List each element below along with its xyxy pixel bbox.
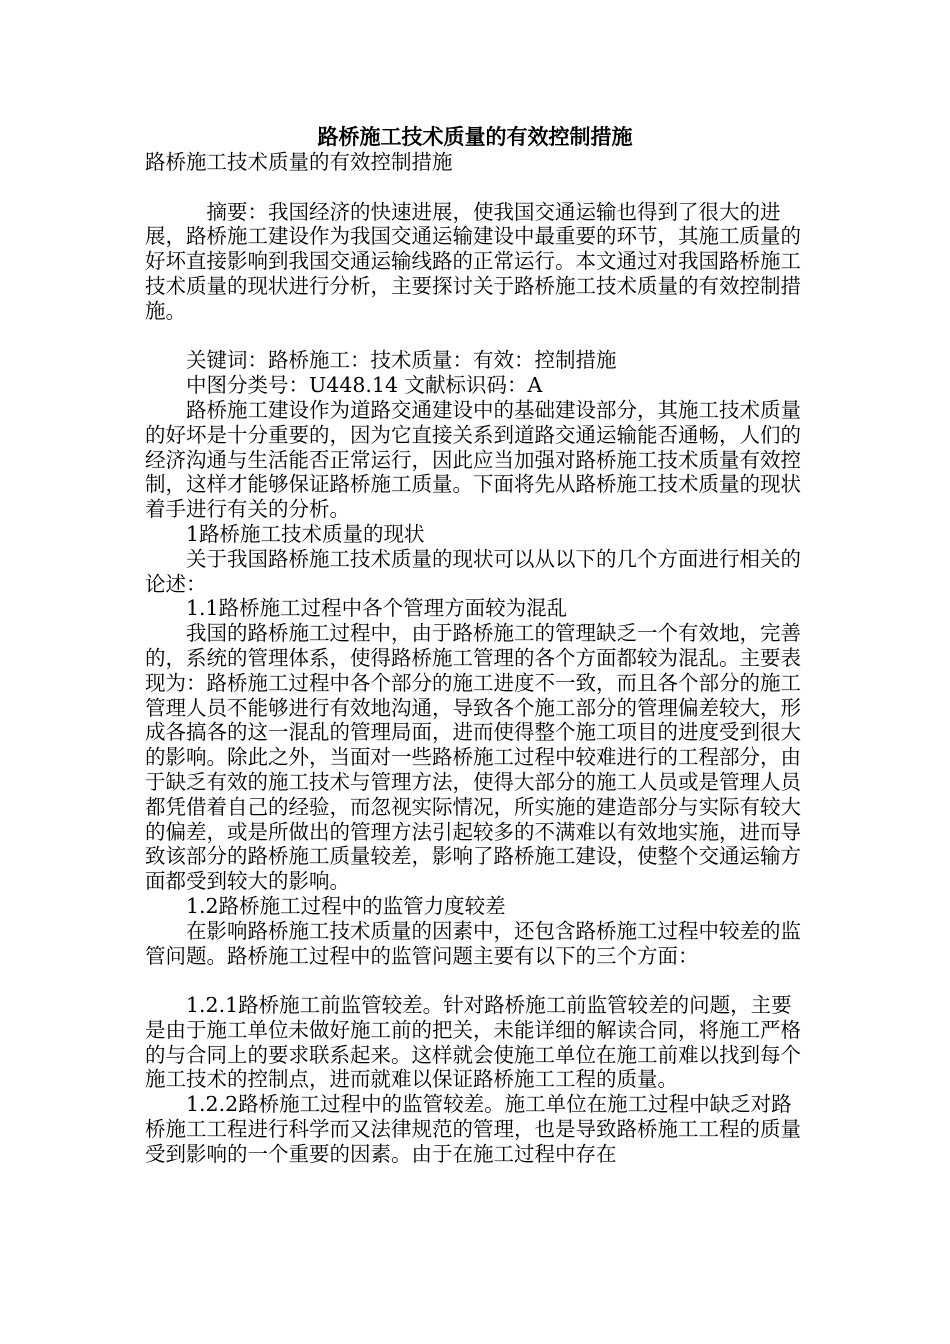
document-body [145, 150, 807, 1167]
document-subtitle: 路桥施工技术质量的有效控制措施 [145, 150, 453, 174]
section-1-2-heading: 1.2路桥施工过程中的监管力度较差 [186, 893, 506, 918]
section-1-intro: 关于我国路桥施工技术质量的现状可以从以下的几个方面进行相关的论述： [145, 546, 801, 596]
section-1-1-heading: 1.1路桥施工过程中各个管理方面较为混乱 [186, 596, 568, 621]
section-1-heading: 1路桥施工技术质量的现状 [186, 521, 425, 546]
blank-line [145, 968, 807, 993]
classification-line: 中图分类号：U448.14 文献标识码：A [186, 373, 543, 398]
section-1-2-1-paragraph: 1.2.1路桥施工前监管较差。针对路桥施工前监管较差的问题，主要是由于施工单位未做好施工前的把关，未能详细的解读合同，将施工严格的与合同上的要求联系起来。这样就会使施工单位在施工前难以找到每个施工技术的控制点，进而就难以保证路桥施工工程的质量。 [145, 993, 801, 1092]
keywords-line: 关键词：路桥施工：技术质量：有效：控制措施 [186, 348, 617, 373]
blank-line [145, 175, 807, 200]
section-1-2-body: 在影响路桥施工技术质量的因素中，还包含路桥施工过程中较差的监管问题。路桥施工过程中的监管问题主要有以下的三个方面： [145, 918, 801, 968]
abstract-paragraph: 摘要：我国经济的快速进展，使我国交通运输也得到了很大的进展，路桥施工建设作为我国交通运输建设中最重要的环节，其施工质量的好坏直接影响到我国交通运输线路的正常运行。本文通过对我国路桥施工技术质量的现状进行分析，主要探讨关于路桥施工技术质量的有效控制措施。 [145, 199, 801, 323]
intro-paragraph: 路桥施工建设作为道路交通建设中的基础建设部分，其施工技术质量的好坏是十分重要的，因为它直接关系到道路交通运输能否通畅，人们的经济沟通与生活能否正常运行，因此应当加强对路桥施工技术质量有效控制，这样才能够保证路桥施工质量。下面将先从路桥施工技术质量的现状着手进行有关的分析。 [145, 397, 801, 522]
blank-line [145, 324, 807, 349]
section-1-1-body: 我国的路桥施工过程中，由于路桥施工的管理缺乏一个有效地，完善的，系统的管理体系，使得路桥施工管理的各个方面都较为混乱。主要表现为：路桥施工过程中各个部分的施工进度不一致，而且各个部分的施工管理人员不能够进行有效地沟通，导致各个施工部分的管理偏差较大，形成各搞各的这一混乱的管理局面，进而使得整个施工项目的进度受到很大的影响。除此之外，当面对一些路桥施工过程中较难进行的工程部分，由于缺乏有效的施工技术与管理方法，使得大部分的施工人员或是管理人员都凭借着自己的经验，而忽视实际情况，所实施的建造部分与实际有较大的偏差，或是所做出的管理方法引起较多的不满难以有效地实施，进而导致该部分的路桥施工质量较差，影响了路桥施工建设，使整个交通运输方面都受到较大的影响。 [145, 621, 801, 894]
document-title: 路桥施工技术质量的有效控制措施 [317, 124, 633, 149]
section-1-2-2-paragraph: 1.2.2路桥施工过程中的监管较差。施工单位在施工过程中缺乏对路桥施工工程进行科学而又法律规范的管理，也是导致路桥施工工程的质量受到影响的一个重要的因素。由于在施工过程中存在 [145, 1092, 801, 1166]
